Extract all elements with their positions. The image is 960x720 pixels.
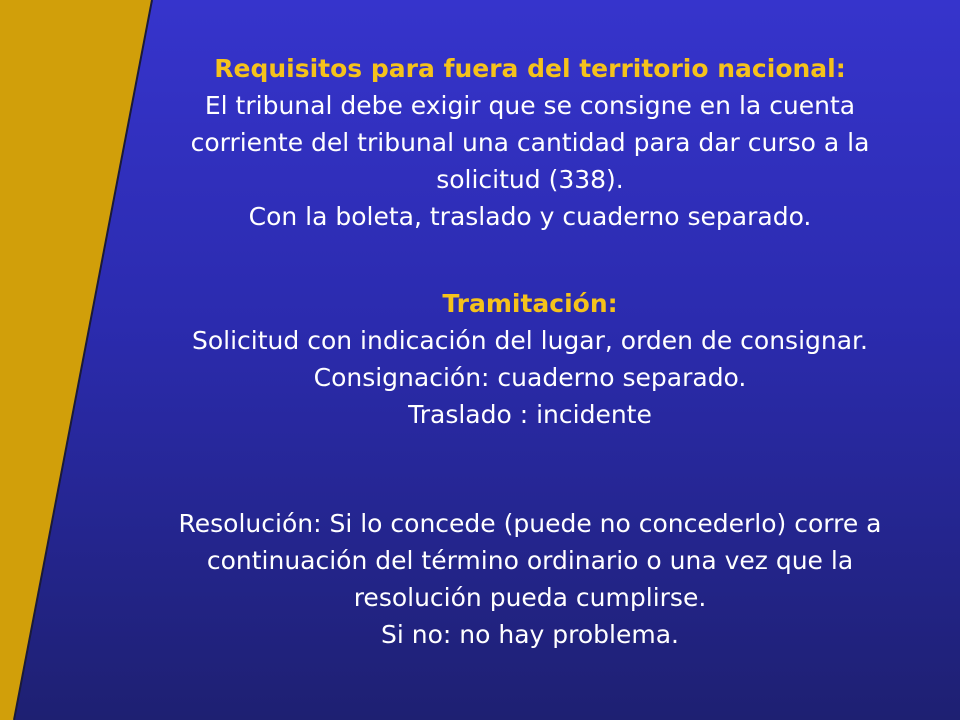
resolucion-line-3: resolución pueda cumplirse.: [353, 583, 707, 612]
requisitos-line-2: corriente del tribunal una cantidad para dar curso a la: [190, 128, 870, 157]
requisitos-heading: Requisitos para fuera del territorio nacional:: [214, 54, 846, 83]
requisitos-line-3: solicitud (338).: [436, 165, 624, 194]
resolucion-line-2: continuación del término ordinario o una vez que la: [206, 546, 854, 575]
tramitacion-section: [100, 285, 960, 433]
tramitacion-line-3: Traslado : incidente: [408, 400, 652, 429]
resolucion-line-1: Resolución: Si lo concede (puede no concederlo) corre a: [178, 509, 882, 538]
tramitacion-line-1: Solicitud con indicación del lugar, orden de consignar.: [192, 326, 868, 355]
resolucion-section: [100, 505, 960, 653]
requisitos-line-1: El tribunal debe exigir que se consigne en la cuenta: [204, 91, 856, 120]
resolucion-line-4: Si no: no hay problema.: [381, 620, 679, 649]
requisitos-section: [100, 50, 960, 235]
tramitacion-line-2: Consignación: cuaderno separado.: [313, 363, 747, 392]
tramitacion-heading: Tramitación:: [442, 289, 618, 318]
requisitos-line-4: Con la boleta, traslado y cuaderno separado.: [248, 202, 812, 231]
